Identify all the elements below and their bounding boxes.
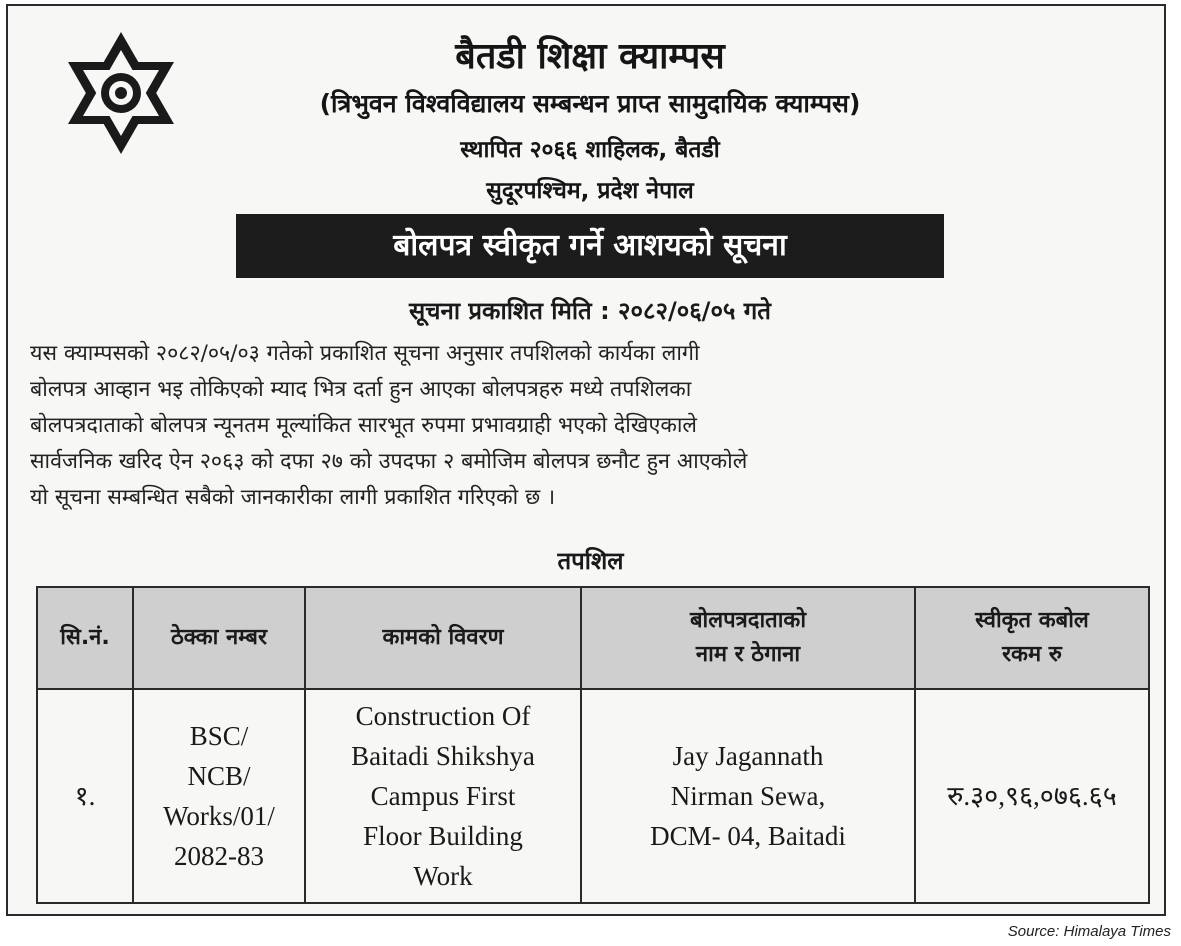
notice-body — [30, 336, 1150, 516]
description-line: Floor Building — [363, 821, 523, 851]
bidder-line: Nirman Sewa, — [670, 781, 826, 811]
bidder-line: DCM- 04, Baitadi — [650, 821, 846, 851]
body-line: यो सूचना सम्बन्धित सबैको जानकारीका लागी प्रकाशित गरिएको छ । — [30, 485, 556, 510]
campus-title: बैतडी शिक्षा क्याम्पस — [455, 36, 725, 77]
award-table — [36, 586, 1150, 904]
body-line: यस क्याम्पसको २०८२/०५/०३ गतेको प्रकाशित सूचना अनुसार तपशिलको कार्यका लागी — [30, 341, 700, 366]
contract-line: BSC/ — [189, 721, 249, 751]
address-line: सुदूरपश्चिम, प्रदेश नेपाल — [486, 178, 694, 204]
published-date: सूचना प्रकाशित मिति : २०८२/०६/०५ गते — [409, 297, 771, 325]
contract-line: Works/01/ — [163, 801, 275, 831]
description-line: Work — [413, 861, 473, 891]
body-line: बोलपत्र आव्हान भइ तोकिएको म्याद भित्र दर्ता हुन आएका बोलपत्रहरु मध्ये तपशिलका — [30, 377, 692, 402]
header-amount-line: रकम रु — [1002, 642, 1062, 667]
header-bidder-line: बोलपत्रदाताको — [689, 608, 807, 633]
contract-line: 2082-83 — [174, 841, 264, 871]
header-amount — [915, 587, 1149, 689]
notice-banner: बोलपत्र स्वीकृत गर्ने आशयको सूचना — [236, 214, 944, 278]
cell-contract-no — [133, 689, 305, 903]
table-row — [37, 689, 1149, 903]
header-amount-line: स्वीकृत कबोल — [975, 608, 1089, 633]
header-contract-no: ठेक्का नम्बर — [133, 587, 305, 689]
contract-line: NCB/ — [187, 761, 251, 791]
cell-description — [305, 689, 581, 903]
established-line: स्थापित २०६६ शाहिलक, बैतडी — [460, 137, 720, 163]
description-line: Baitadi Shikshya — [351, 741, 535, 771]
header-sn: सि.नं. — [37, 587, 133, 689]
header-bidder-line: नाम र ठेगाना — [695, 642, 801, 667]
bidder-line: Jay Jagannath — [672, 741, 824, 771]
body-line: सार्वजनिक खरिद ऐन २०६३ को दफा २७ को उपदफा २ बमोजिम बोलपत्र छनौट हुन आएकोले — [30, 449, 748, 474]
table-heading: तपशिल — [557, 547, 624, 575]
description-line: Construction Of — [355, 701, 531, 731]
source-credit: Source: Himalaya Times — [1007, 923, 1171, 940]
header-description: कामको विवरण — [305, 587, 581, 689]
cell-bidder — [581, 689, 915, 903]
body-line: बोलपत्रदाताको बोलपत्र न्यूनतम मूल्यांकित सारभूत रुपमा प्रभावग्राही भएको देखिएकाले — [30, 413, 697, 438]
table-header-row — [37, 587, 1149, 689]
header-bidder — [581, 587, 915, 689]
cell-sn: १. — [37, 689, 133, 903]
description-line: Campus First — [370, 781, 516, 811]
affiliation-subtitle: (त्रिभुवन विश्वविद्यालय सम्बन्धन प्राप्त सामुदायिक क्याम्पस) — [319, 89, 861, 118]
tribhuvan-university-emblem-icon — [62, 28, 180, 158]
cell-amount: रु.३०,९६,०७६.६५ — [915, 689, 1149, 903]
